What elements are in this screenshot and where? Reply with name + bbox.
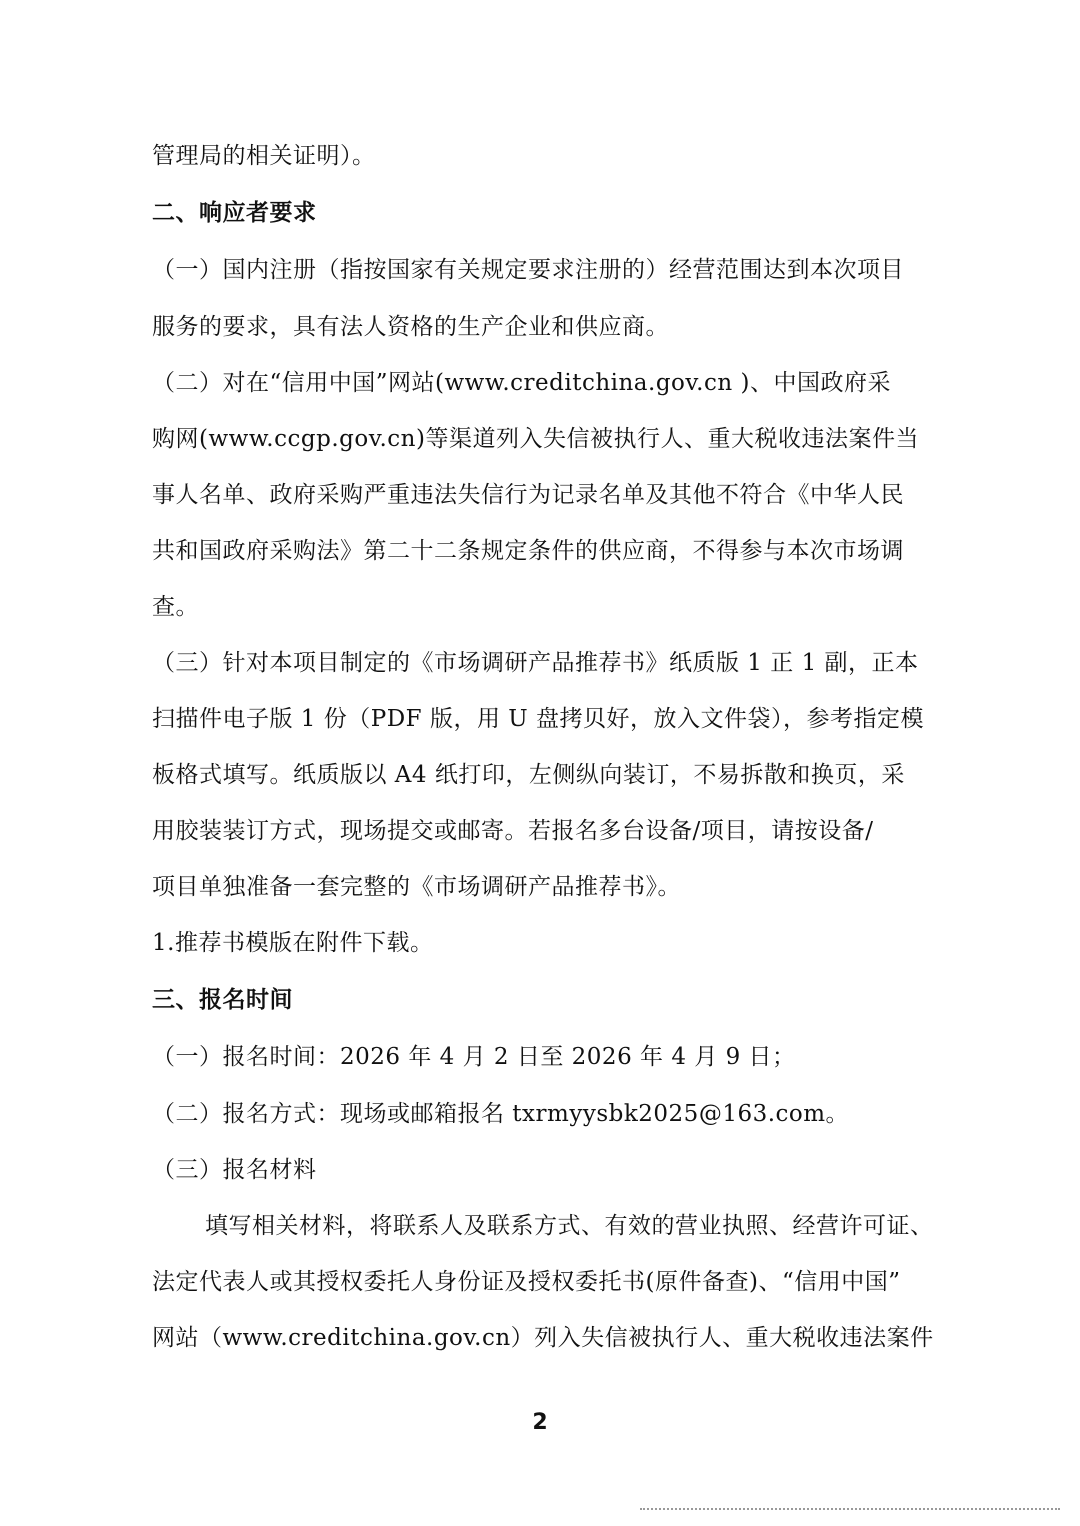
text-line: （二）对在“信用中国”网站(www.creditchina.gov.cn )、中国政府采 [152, 370, 891, 396]
scan-edge-rule [640, 1508, 1060, 1510]
text-line: 购网(www.ccgp.gov.cn)等渠道列入失信被执行人、重大税收违法案件当 [152, 426, 919, 452]
text-line: （一）报名时间：2026 年 4 月 2 日至 2026 年 4 月 9 日； [152, 1044, 796, 1070]
section-heading: 三、报名时间 [152, 987, 293, 1013]
section-heading: 二、响应者要求 [152, 200, 317, 226]
text-line: （二）报名方式：现场或邮箱报名 txrmyysbk2025@163.com。 [152, 1101, 850, 1127]
text-line: （三）报名材料 [152, 1157, 317, 1183]
text-line: 1.推荐书模版在附件下载。 [152, 930, 434, 956]
text-line: 填写相关材料，将联系人及联系方式、有效的营业执照、经营许可证、 [205, 1213, 934, 1239]
text-line: 管理局的相关证明）。 [152, 143, 376, 169]
text-line: 查。 [152, 594, 199, 620]
text-line: 板格式填写。纸质版以 A4 纸打印，左侧纵向装订，不易拆散和换页，采 [152, 762, 905, 788]
text-line: 共和国政府采购法》第二十二条规定条件的供应商，不得参与本次市场调 [152, 538, 904, 564]
text-line: 法定代表人或其授权委托人身份证及授权委托书(原件备查)、“信用中国” [152, 1269, 901, 1295]
text-line: 事人名单、政府采购严重违法失信行为记录名单及其他不符合《中华人民 [152, 482, 904, 508]
text-line: （三）针对本项目制定的《市场调研产品推荐书》纸质版 1 正 1 副，正本 [152, 650, 919, 676]
text-line: 项目单独准备一套完整的《市场调研产品推荐书》。 [152, 874, 681, 900]
page-number: 2 [532, 1410, 548, 1435]
text-line: （一）国内注册（指按国家有关规定要求注册的）经营范围达到本次项目 [152, 257, 904, 283]
text-line: 服务的要求，具有法人资格的生产企业和供应商。 [152, 314, 669, 340]
text-line: 扫描件电子版 1 份（PDF 版，用 U 盘拷贝好，放入文件袋），参考指定模 [152, 706, 924, 732]
text-line: 用胶装装订方式，现场提交或邮寄。若报名多台设备/项目，请按设备/ [152, 818, 874, 844]
text-line: 网站（www.creditchina.gov.cn）列入失信被执行人、重大税收违法案件 [152, 1325, 934, 1351]
